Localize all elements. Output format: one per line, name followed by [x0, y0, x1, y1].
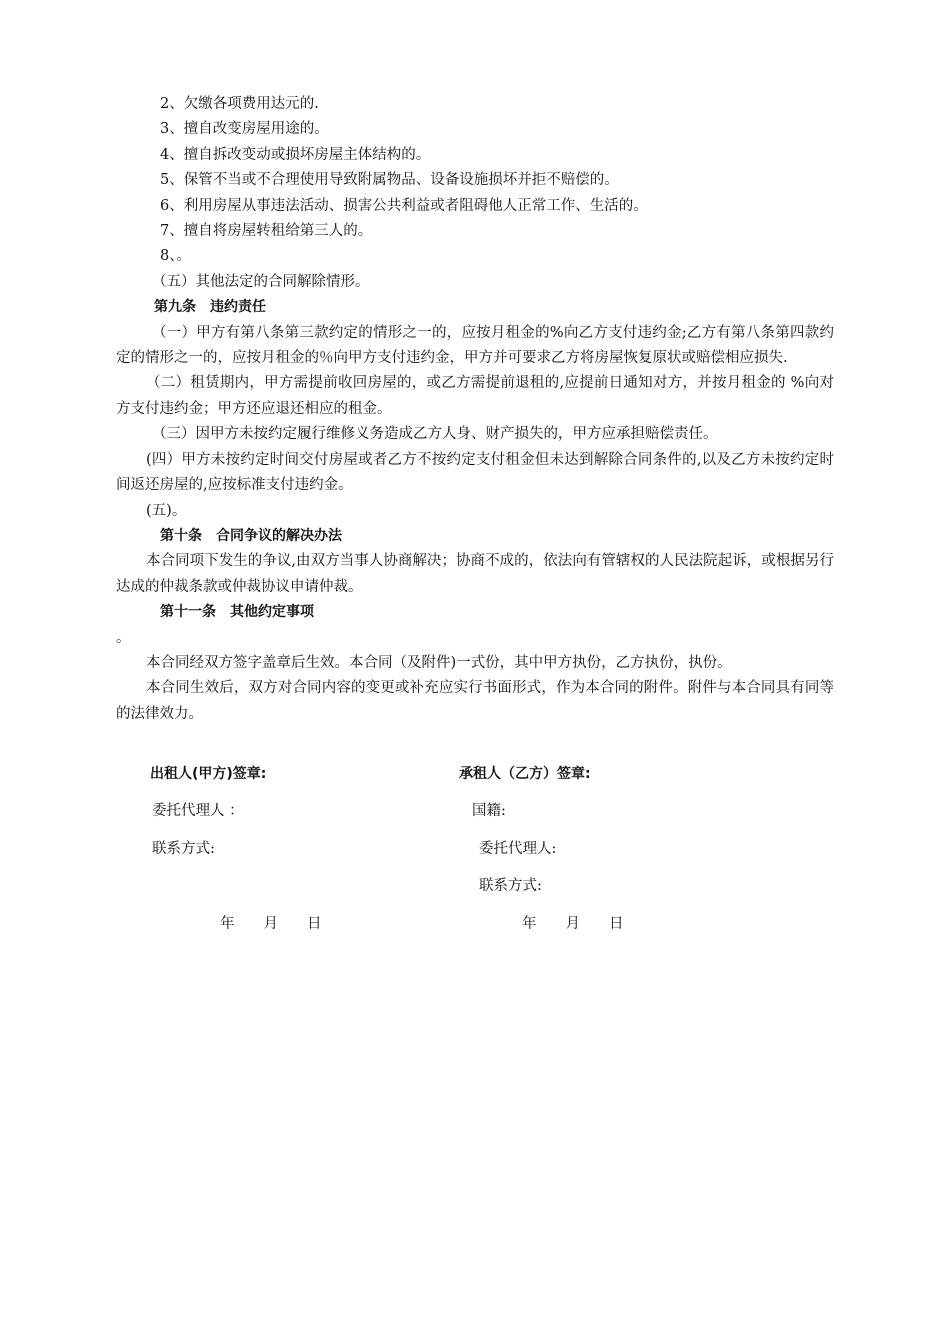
termination-item-8: 8、。 [160, 248, 191, 265]
termination-other: （五）其他法定的合同解除情形。 [152, 273, 370, 290]
article-9-p3: （三）因甲方未按约定履行维修义务造成乙方人身、财产损失的，甲方应承担赔偿责任。 [152, 426, 718, 443]
lessor-signature-title: 出租人(甲方)签章: [150, 766, 267, 782]
termination-item-6: 6、利用房屋从事违法活动、损害公共利益或者阻碍他人正常工作、生活的。 [160, 197, 648, 214]
lessor-contact-label: 联系方式: [152, 841, 215, 857]
contract-body [116, 92, 834, 727]
lessor-agent-label: 委托代理人 ： [152, 803, 244, 819]
termination-item-5: 5、保管不当或不合理使用导致附属物品、设备设施损坏并拒不赔偿的。 [160, 172, 619, 189]
article-10-p1: 本合同项下发生的争议,由双方当事人协商解决；协商不成的，依法向有管辖权的人民法院起诉，或根据另行达成的仲裁条款或仲裁协议申请仲裁。 [116, 553, 834, 595]
article-11-heading: 第十一条 其他约定事项 [160, 604, 314, 621]
article-9-p1: （一）甲方有第八条第三款约定的情形之一的，应按月租金的%向乙方支付违约金;乙方有第八条第四款约定的情形之一的，应按月租金的％向甲方支付违约金，甲方并可要求乙方将房屋恢复原状或赔偿相应损失. [116, 324, 834, 367]
article-11-p1: 本合同经双方签字盖章后生效。本合同（及附件)一式份，其中甲方执份，乙方执份，执份。 [146, 654, 732, 671]
lessor-date: 年 月 日 [220, 916, 322, 932]
lessee-nationality-label: 国籍: [472, 803, 506, 819]
termination-item-2: 2、欠缴各项费用达元的. [160, 96, 319, 112]
article-9-p4: (四）甲方未按约定时间交付房屋或者乙方不按约定支付租金但未达到解除合同条件的,以及乙方未按约定时间返还房屋的,应按标准支付违约金。 [116, 451, 834, 494]
termination-item-7: 7、擅自将房屋转租给第三人的。 [160, 223, 373, 240]
article-9-heading: 第九条 违约责任 [154, 299, 266, 316]
article-9-p5: (五)。 [146, 502, 187, 519]
article-11-dot: 。 [116, 629, 131, 646]
article-10-heading: 第十条 合同争议的解决办法 [160, 527, 342, 544]
lessee-date: 年 月 日 [522, 916, 624, 932]
termination-item-4: 4、擅自拆改变动或损坏房屋主体结构的。 [160, 146, 431, 163]
termination-item-3: 3、擅自改变房屋用途的。 [160, 121, 329, 138]
lessee-agent-label: 委托代理人: [479, 841, 557, 857]
lessee-signature-title: 承租人（乙方）签章: [459, 766, 591, 782]
article-9-p2: （二）租赁期内，甲方需提前收回房屋的，或乙方需提前退租的,应提前日通知对方，并按月租金的 %向对方支付违约金；甲方还应退还相应的租金。 [116, 375, 834, 417]
lessee-contact-label: 联系方式: [479, 878, 542, 894]
article-11-p2: 本合同生效后，双方对合同内容的变更或补充应实行书面形式，作为本合同的附件。附件与本合同具有同等的法律效力。 [116, 680, 834, 722]
